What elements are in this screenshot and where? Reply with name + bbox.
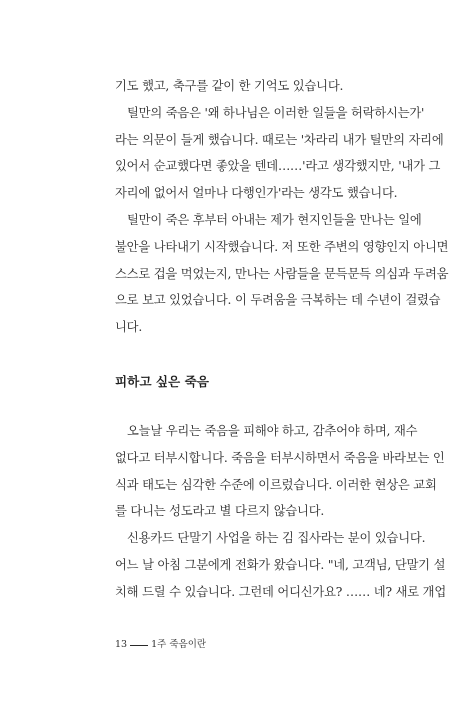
section-title: 피하고 싶은 죽음: [115, 374, 209, 389]
text-line: 있어서 순교했다면 좋았을 텐데……'라고 생각했지만, '내가 그: [115, 159, 441, 174]
text-line: 니다.: [115, 320, 143, 335]
text-line: 를 다니는 성도라고 별 다르지 않습니다.: [115, 504, 325, 519]
text-line: 신용카드 단말기 사업을 하는 김 집사라는 분이 있습니다.: [127, 531, 426, 546]
footer-rule: [130, 645, 148, 646]
body-text-top: [115, 73, 449, 341]
text-line: 스스로 겁을 먹었는지, 만나는 사람들을 문득문득 의심과 두려움: [115, 266, 449, 281]
text-line: 기도 했고, 축구를 같이 한 기억도 있습니다.: [115, 79, 344, 93]
page-footer: [115, 638, 206, 652]
text-line: 어느 날 아침 그분에게 전화가 왔습니다. "네, 고객님, 단말기 설: [115, 557, 446, 572]
text-line: 틸만이 죽은 후부터 아내는 제가 현지인들을 만나는 일에: [127, 212, 422, 227]
text-line: 없다고 터부시합니다. 죽음을 터부시하면서 죽음을 바라보는 인: [115, 450, 445, 465]
text-line: 불안을 나타내기 시작했습니다. 저 또한 주변의 영향인지 아니면: [115, 239, 449, 254]
text-line: 오늘날 우리는 죽음을 피해야 하고, 감추어야 하며, 재수: [127, 424, 418, 438]
text-line: 자리에 없어서 얼마나 다행인가'라는 생각도 했습니다.: [115, 186, 398, 201]
text-line: 식과 태도는 심각한 수준에 이르렀습니다. 이러한 현상은 교회: [115, 477, 437, 492]
body-text-bottom: [115, 418, 447, 606]
chapter-label: 1주 죽음이란: [151, 639, 207, 650]
text-line: 으로 보고 있었습니다. 이 두려움을 극복하는 데 수년이 걸렸습: [115, 293, 441, 308]
text-line: 틸만의 죽음은 '왜 하나님은 이러한 일들을 허락하시는가': [127, 105, 425, 120]
text-line: 치해 드릴 수 있습니다. 그런데 어디신가요? …… 네? 새로 개업: [115, 584, 447, 599]
text-line: 라는 의문이 들게 했습니다. 때로는 '차라리 내가 틸만의 자리에: [115, 132, 444, 147]
page-number: 13: [115, 639, 128, 650]
